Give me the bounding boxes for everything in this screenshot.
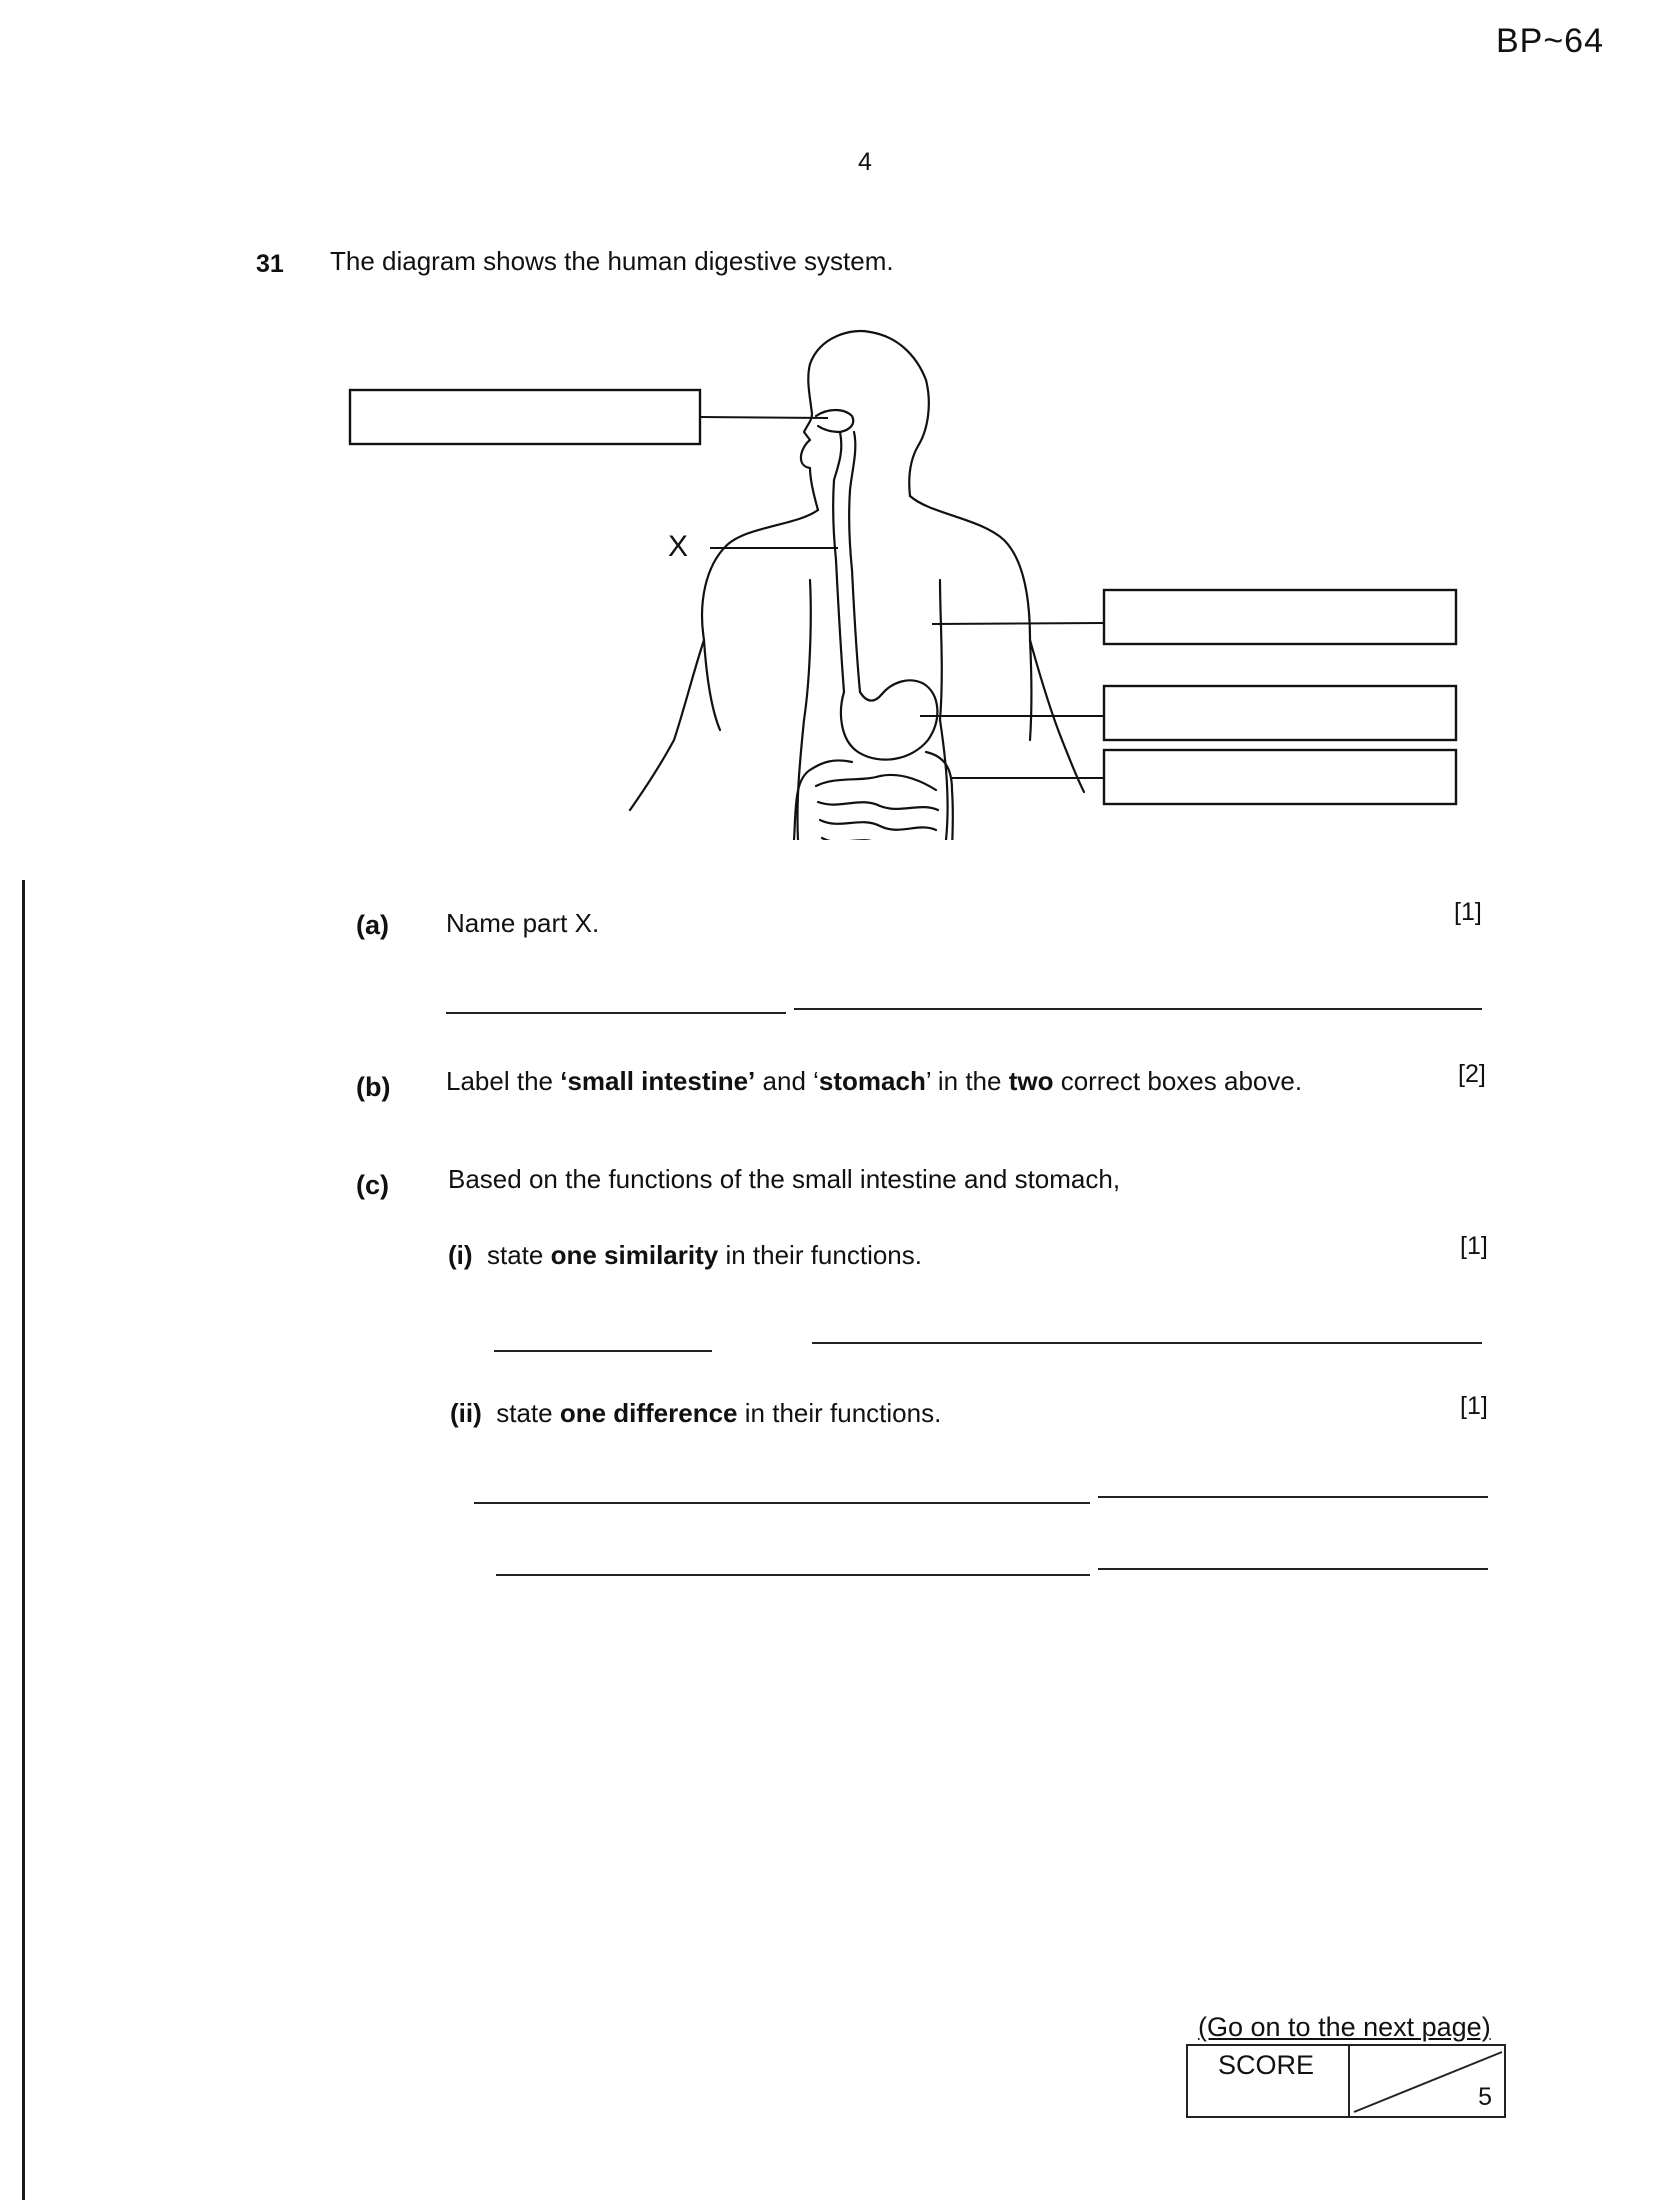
pharynx	[833, 432, 841, 560]
right-armpit-line	[940, 580, 942, 720]
left-arm-outline	[630, 640, 704, 810]
digestive-system-diagram	[340, 320, 1480, 840]
label-box-small-intestine	[1104, 686, 1456, 740]
part-b-marks: [2]	[1458, 1060, 1486, 1088]
part-c-text: Based on the functions of the small intestine and stomach,	[448, 1164, 1121, 1194]
answer-line-c-i-2[interactable]	[812, 1342, 1482, 1344]
part-a-label: (a)	[356, 910, 389, 940]
pharynx-inner	[849, 432, 855, 570]
next-page-note: (Go on to the next page)	[1198, 2012, 1491, 2042]
part-a-marks: [1]	[1454, 898, 1482, 926]
answer-line-c-ii-1[interactable]	[474, 1502, 1090, 1504]
label-box-large-intestine	[1104, 750, 1456, 804]
answer-line-c-ii-2[interactable]	[1098, 1496, 1488, 1498]
answer-line-c-ii-3[interactable]	[496, 1574, 1090, 1576]
label-box-stomach	[1104, 590, 1456, 644]
oesophagus-right	[852, 570, 860, 692]
part-c-ii-marks: [1]	[1460, 1392, 1488, 1420]
left-shoulder-outline	[702, 510, 818, 730]
left-armpit-line	[804, 580, 811, 720]
head-outline	[801, 331, 929, 510]
answer-line-c-ii-4[interactable]	[1098, 1568, 1488, 1570]
part-c-i-marks: [1]	[1460, 1232, 1488, 1260]
oesophagus-left	[836, 560, 844, 692]
part-b-label: (b)	[356, 1072, 391, 1102]
question-number: 31	[256, 250, 284, 278]
right-shoulder-outline	[910, 496, 1032, 740]
page-number: 4	[858, 148, 872, 176]
page-left-edge	[22, 880, 25, 2200]
answer-line-a-2[interactable]	[794, 1008, 1482, 1010]
mouth-cavity	[816, 410, 853, 432]
answer-line-c-i-1[interactable]	[494, 1350, 712, 1352]
label-x: X	[668, 530, 689, 563]
stomach-outline	[841, 680, 937, 759]
label-box-mouth	[350, 390, 700, 444]
answer-line-a-1[interactable]	[446, 1012, 786, 1014]
score-label: SCORE	[1218, 2050, 1315, 2080]
small-intestine-coils	[816, 775, 938, 840]
right-torso-side	[940, 720, 948, 840]
part-c-i-text: (i) state one similarity in their functions.	[448, 1240, 922, 1270]
part-c-ii-text: (ii) state one difference in their functions.	[450, 1398, 942, 1428]
part-a-text: Name part X.	[446, 908, 600, 938]
leader-line-mouth	[700, 417, 828, 418]
page-code: BP~64	[1495, 22, 1604, 60]
score-value: 5	[1478, 2083, 1492, 2111]
question-stem: The diagram shows the human digestive system.	[330, 246, 894, 276]
score-box	[1186, 2044, 1506, 2118]
part-b-text: Label the ‘small intestine’ and ‘stomach’ in the two correct boxes above.	[446, 1066, 1303, 1096]
leader-line-stomach	[932, 623, 1104, 624]
part-c-label: (c)	[356, 1170, 389, 1200]
